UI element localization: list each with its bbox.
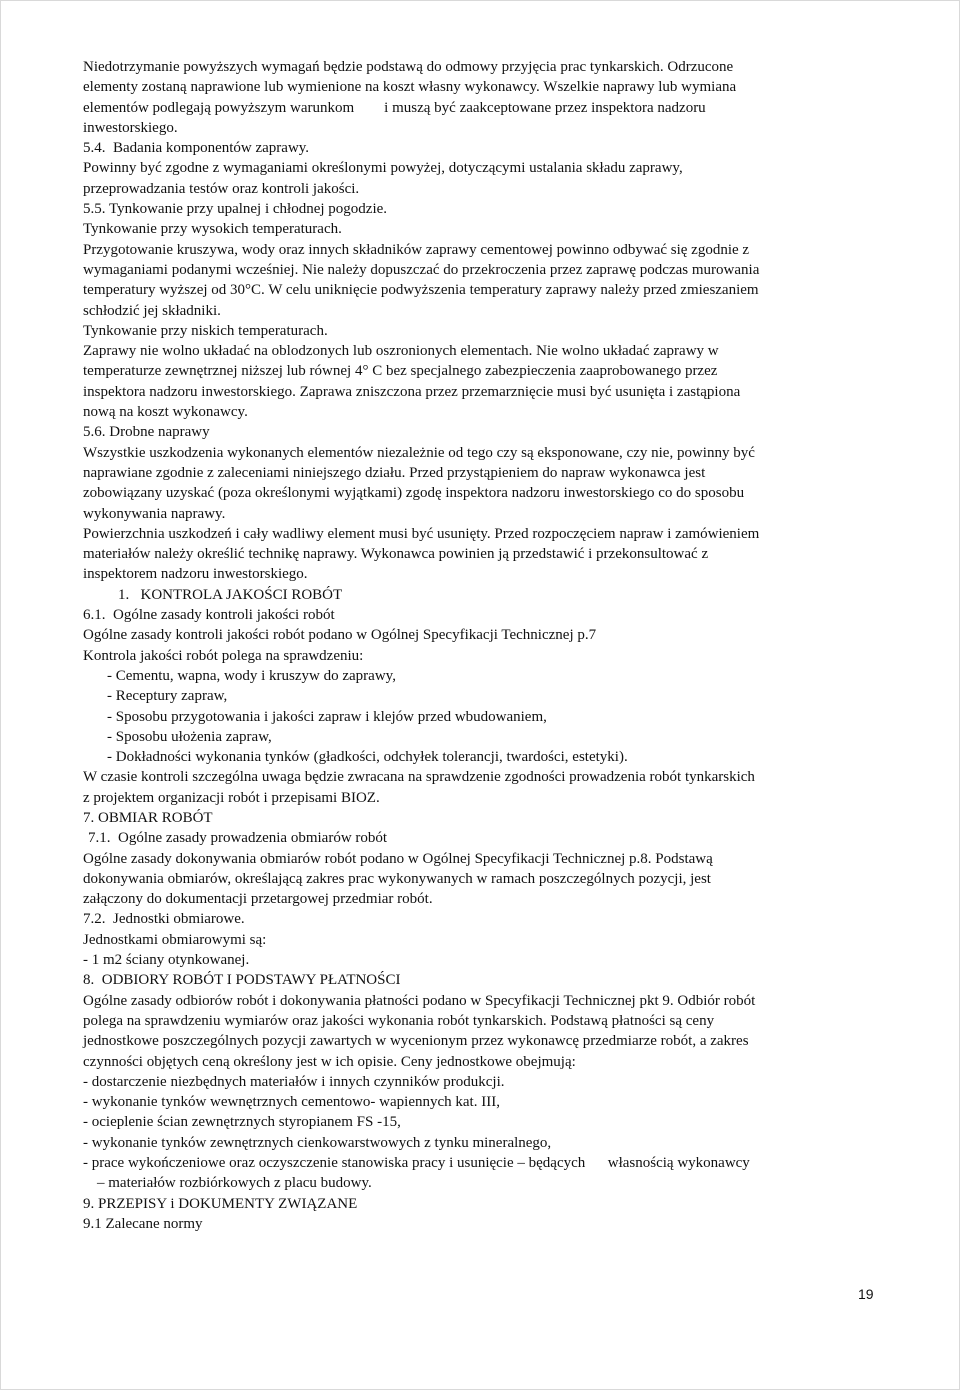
paragraph-line: W czasie kontroli szczególna uwaga będzie zwracana na sprawdzenie zgodności prowadzenia robót tynkarskich (83, 769, 755, 786)
paragraph-line: Powinny być zgodne z wymaganiami określonymi powyżej, dotyczącymi ustalania składu zaprawy, (83, 160, 683, 177)
paragraph-line: wymaganiami podanymi wcześniej. Nie należy dopuszczać do przekroczenia przez zaprawę podczas murowania (83, 261, 760, 278)
list-item: - 1 m2 ściany otynkowanej. (83, 952, 250, 969)
list-item: - Receptury zapraw, (107, 688, 228, 705)
list-item: - ocieplenie ścian zewnętrznych styropianem FS -15, (83, 1114, 401, 1131)
section-heading-kontrola: 1. KONTROLA JAKOŚCI ROBÓT (118, 586, 343, 603)
paragraph-line: inwestorskiego. (83, 119, 178, 136)
paragraph-line: jednostkowe poszczególnych pozycji zawartych w wycenionym przez wykonawcę przedmiarze robót, a zakres (83, 1033, 749, 1050)
list-item: - Sposobu przygotowania i jakości zapraw i klejów przed wbudowaniem, (107, 708, 547, 725)
list-item: - dostarczenie niezbędnych materiałów i innych czynników produkcji. (83, 1073, 505, 1090)
paragraph-line: materiałów należy określić technikę naprawy. Wykonawca powinien ją przedstawić i przekonsultować z (83, 546, 709, 563)
paragraph-line: załączony do dokumentacji przetargowej przedmiar robót. (83, 891, 433, 908)
paragraph-line: Powierzchnia uszkodzeń i cały wadliwy element musi być usunięty. Przed rozpoczęciem napraw i zamówieniem (83, 525, 760, 542)
subheading: Tynkowanie przy niskich temperaturach. (83, 322, 328, 339)
paragraph-line: z projektem organizacji robót i przepisami BIOZ. (83, 789, 380, 806)
paragraph-line: wykonywania naprawy. (83, 505, 226, 522)
section-heading-9: 9. PRZEPISY i DOKUMENTY ZWIĄZANE (83, 1195, 358, 1212)
paragraph-line: inspektorem nadzoru inwestorskiego. (83, 566, 308, 583)
paragraph-line: elementy zostaną naprawione lub wymienione na koszt własny wykonawcy. Wszelkie naprawy lub wymiana (83, 79, 737, 96)
list-item: - wykonanie tynków zewnętrznych cienkowarstwowych z tynku mineralnego, (83, 1134, 552, 1151)
paragraph-line: przeprowadzania testów oraz kontroli jakości. (83, 180, 360, 197)
section-heading-9-1: 9.1 Zalecane normy (83, 1215, 203, 1232)
paragraph-line: czynności objętych ceną określony jest w ich opisie. Ceny jednostkowe obejmują: (83, 1053, 576, 1070)
paragraph-line: Zaprawy nie wolno układać na oblodzonych lub oszronionych elementach. Nie wolno układać zaprawy w (83, 343, 719, 360)
paragraph-line: inspektora nadzoru inwestorskiego. Zaprawa zniszczona przez przemarznięcie musi być usunięta i zastąpiona (83, 383, 741, 400)
paragraph-line: nową na koszt wykonawcy. (83, 404, 248, 421)
paragraph-line: Przygotowanie kruszywa, wody oraz innych składników zaprawy cementowej powinno odbywać się zgodnie z (83, 241, 750, 258)
list-item: - Dokładności wykonania tynków (gładkości, odchyłek tolerancji, twardości, estetyki). (107, 749, 628, 766)
section-heading-7: 7. OBMIAR ROBÓT (83, 809, 213, 826)
list-item: - Sposobu ułożenia zapraw, (107, 728, 272, 745)
paragraph-line: temperatury wyższej od 30°C. W celu uniknięcie podwyższenia temperatury zaprawy należy przed zmieszaniem (83, 282, 759, 299)
paragraph-line: Ogólne zasady kontroli jakości robót podano w Ogólnej Specyfikacji Technicznej p.7 (83, 627, 597, 644)
subheading: Tynkowanie przy wysokich temperaturach. (83, 221, 342, 238)
section-heading-8: 8. ODBIORY ROBÓT I PODSTAWY PŁATNOŚCI (83, 972, 401, 989)
paragraph-line: Jednostkami obmiarowymi są: (83, 931, 267, 948)
section-heading-7-2: 7.2. Jednostki obmiarowe. (83, 911, 245, 928)
section-heading-5-5: 5.5. Tynkowanie przy upalnej i chłodnej pogodzie. (83, 201, 388, 218)
paragraph-line: polega na sprawdzeniu wymiarów oraz jakości wykonania robót tynkarskich. Podstawą płatności są ceny (83, 1012, 715, 1029)
list-item: - Cementu, wapna, wody i kruszyw do zaprawy, (107, 667, 396, 684)
paragraph-line: Wszystkie uszkodzenia wykonanych elementów niezależnie od tego czy są eksponowane, czy nie, powinny być (83, 444, 755, 461)
list-item-continuation: – materiałów rozbiórkowych z placu budowy. (97, 1175, 372, 1192)
section-heading-5-4: 5.4. Badania komponentów zaprawy. (83, 140, 310, 157)
paragraph-line: Ogólne zasady dokonywania obmiarów robót podano w Ogólnej Specyfikacji Technicznej p.8. Podstawą (83, 850, 713, 867)
paragraph-line: Kontrola jakości robót polega na sprawdzeniu: (83, 647, 364, 664)
list-item: - wykonanie tynków wewnętrznych cementowo- wapiennych kat. III, (83, 1094, 500, 1111)
paragraph-line: Niedotrzymanie powyższych wymagań będzie podstawą do odmowy przyjęcia prac tynkarskich. Odrzucone (83, 59, 734, 75)
section-heading-6-1: 6.1. Ogólne zasady kontroli jakości robót (83, 607, 335, 624)
paragraph-line: zobowiązany uzyskać (poza określonymi wyjątkami) zgodę inspektora nadzoru inwestorskiego co do sposobu (83, 485, 745, 502)
paragraph-line: elementów podlegają powyższym warunkom i muszą być zaakceptowane przez inspektora nadzoru (83, 99, 706, 116)
list-item: - prace wykończeniowe oraz oczyszczenie stanowiska pracy i usunięcie – będących własnością wykonawcy (83, 1155, 750, 1172)
paragraph-line: naprawiane zgodnie z zaleceniami niniejszego działu. Przed przystąpieniem do napraw wykonawca jest (83, 464, 706, 481)
section-heading-5-6: 5.6. Drobne naprawy (83, 424, 210, 441)
section-heading-7-1: 7.1. Ogólne zasady prowadzenia obmiarów robót (88, 830, 388, 847)
paragraph-line: temperaturze zewnętrznej niższej lub równej 4° C bez specjalnego zabezpieczenia zaaprobowanego przez (83, 363, 718, 380)
paragraph-line: Ogólne zasady odbiorów robót i dokonywania płatności podano w Specyfikacji Technicznej pkt 9. Odbiór robót (83, 992, 756, 1009)
document-body (83, 57, 883, 1234)
paragraph-line: dokonywania obmiarów, określającą zakres prac wykonywanych w ramach poszczególnych pozycji, jest (83, 870, 711, 887)
page-number: 19 (858, 1286, 874, 1302)
paragraph-line: schłodzić jej składniki. (83, 302, 221, 319)
